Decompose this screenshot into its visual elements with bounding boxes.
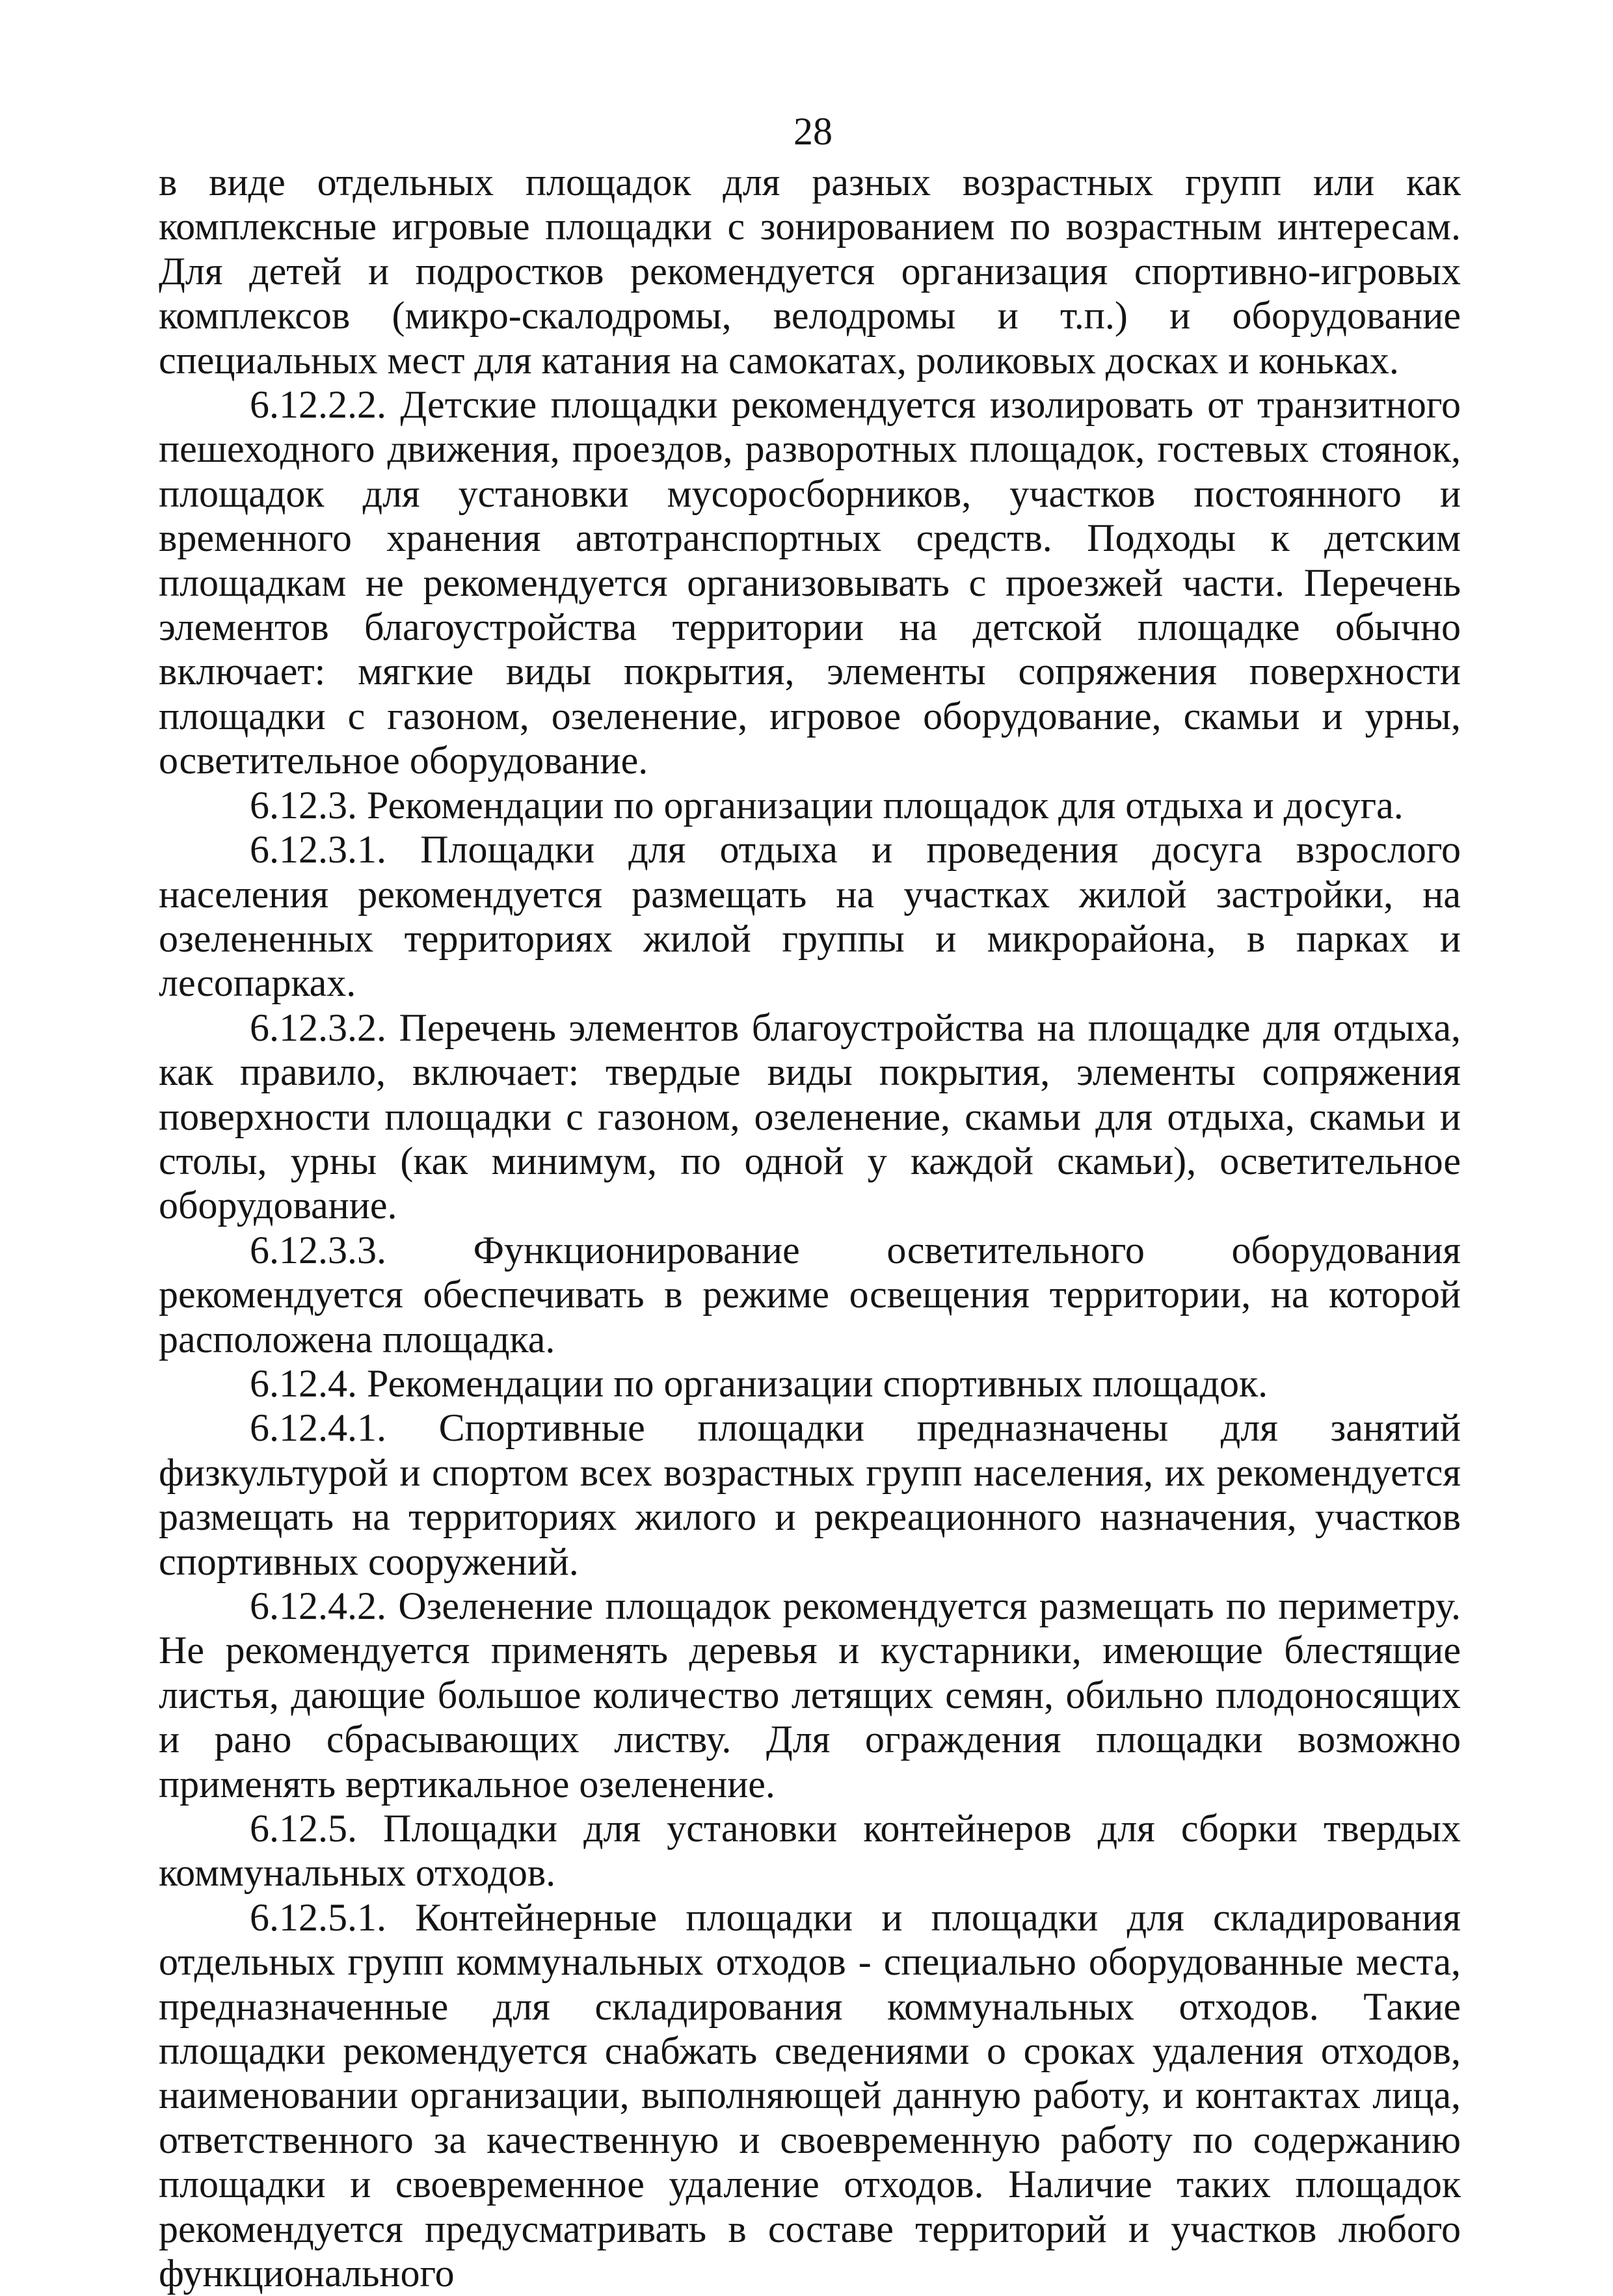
paragraph-continuation: в виде отдельных площадок для разных возрастных групп или как комплексные игровые площадки с зонированием по возрастным интересам. Для детей и подростков рекомендуется организация спортивно-игровых комплексов (микро-скалодромы, велодромы и т.п.) и оборудование специальных мест для катания на самокатах, роликовых досках и коньках. bbox=[159, 161, 1461, 382]
paragraph-6-12-3-1: 6.12.3.1. Площадки для отдыха и проведения досуга взрослого населения рекомендуется размещать на участках жилой застройки, на озелененных территориях жилой группы и микрорайона, в парках и лесопарках. bbox=[159, 828, 1461, 1005]
paragraph-6-12-3-3: 6.12.3.3. Функционирование осветительного оборудования рекомендуется обеспечивать в режиме освещения территории, на которой расположена площадка. bbox=[159, 1228, 1461, 1361]
paragraph-6-12-4-2: 6.12.4.2. Озеленение площадок рекомендуется размещать по периметру. Не рекомендуется применять деревья и кустарники, имеющие блестящие листья, дающие большое количество летящих семян, обильно плодоносящих и рано сбрасывающих листву. Для ограждения площадки возможно применять вертикальное озеленение. bbox=[159, 1584, 1461, 1806]
paragraph-6-12-2-2: 6.12.2.2. Детские площадки рекомендуется изолировать от транзитного пешеходного движения, проездов, разворотных площадок, гостевых стоянок, площадок для установки мусоросборников, участков постоянного и временного хранения автотранспортных средств. Подходы к детским площадкам не рекомендуется организовывать с проезжей части. Перечень элементов благоустройства территории на детской площадке обычно включает: мягкие виды покрытия, элементы сопряжения поверхности площадки с газоном, озеленение, игровое оборудование, скамьи и урны, осветительное оборудование. bbox=[159, 383, 1461, 782]
paragraph-6-12-5-1: 6.12.5.1. Контейнерные площадки и площадки для складирования отдельных групп коммунальных отходов - специально оборудованные места, предназначенные для складирования коммунальных отходов. Такие площадки рекомендуется снабжать сведениями о сроках удаления отходов, наименовании организации, выполняющей данную работу, и контактах лица, ответственного за качественную и своевременную работу по содержанию площадки и своевременное удаление отходов. Наличие таких площадок рекомендуется предусматривать в составе территорий и участков любого функционального bbox=[159, 1895, 1461, 2295]
paragraph-6-12-4: 6.12.4. Рекомендации по организации спортивных площадок. bbox=[250, 1361, 1268, 1405]
document-body bbox=[159, 160, 1461, 2296]
paragraph-6-12-3-2: 6.12.3.2. Перечень элементов благоустройства на площадке для отдыха, как правило, включает: твердые виды покрытия, элементы сопряжения поверхности площадки с газоном, озеленение, скамьи для отдыха, скамьи и столы, урны (как минимум, по одной у каждой скамьи), осветительное оборудование. bbox=[159, 1006, 1461, 1227]
page-number: 28 bbox=[793, 110, 833, 153]
paragraph-6-12-3: 6.12.3. Рекомендации по организации площадок для отдыха и досуга. bbox=[250, 783, 1404, 827]
paragraph-6-12-5: 6.12.5. Площадки для установки контейнеров для сборки твердых коммунальных отходов. bbox=[159, 1807, 1461, 1895]
paragraph-6-12-4-1: 6.12.4.1. Спортивные площадки предназначены для занятий физкультурой и спортом всех возрастных групп населения, их рекомендуется размещать на территориях жилого и рекреационного назначения, участков спортивных сооружений. bbox=[159, 1406, 1461, 1583]
